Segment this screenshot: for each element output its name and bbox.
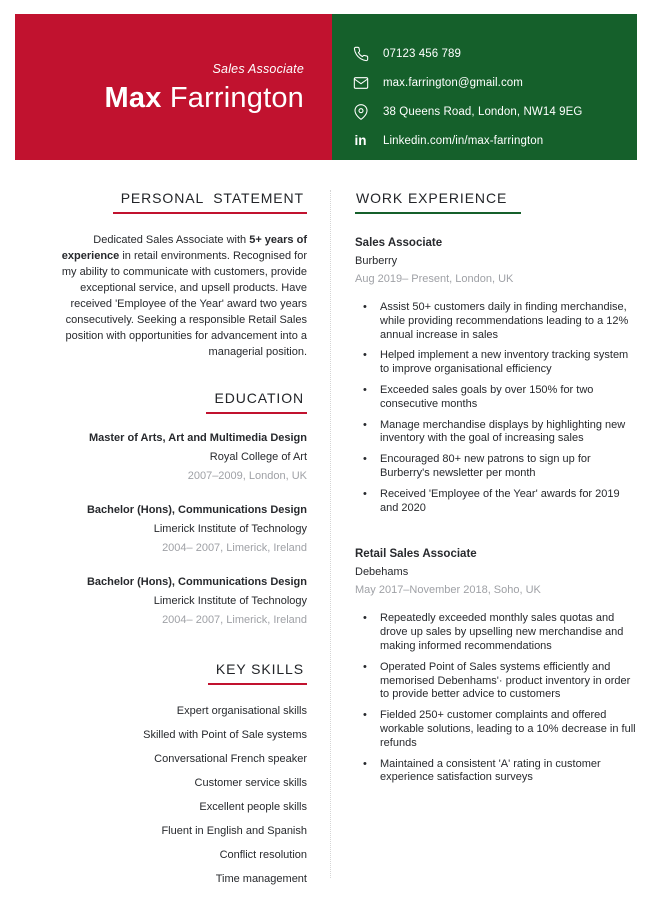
education-dates: 2004– 2007, Limerick, Ireland [162,541,307,554]
job-company: Burberry [355,255,398,267]
education-list [15,429,307,630]
contact-row-address [352,97,627,126]
job-entry [355,235,637,515]
job-bullets [355,301,637,515]
contact-email: max.farrington@gmail.com [383,76,523,89]
skill-item: Conversational French speaker [154,752,307,765]
education-dates: 2004– 2007, Limerick, Ireland [162,613,307,626]
personal-statement-heading: PERSONAL STATEMENT [113,190,307,214]
job-bullet: • Exceeded sales goals by over 150% for two consecutive months [355,384,637,412]
contact-row-email [352,68,627,97]
key-skills-section [15,661,307,891]
job-bullet: • Repeatedly exceeded monthly sales quotas and drove up sales by upselling new merchandise and making informed recommendations [355,612,637,653]
right-column [355,190,637,785]
job-bullets [355,612,637,785]
skill-item: Customer service skills [194,776,307,789]
contact-linkedin: Linkedin.com/in/max-farrington [383,134,544,147]
job-bullet: • Encouraged 80+ new patrons to sign up for Burberry's newsletter per month [355,453,637,481]
education-school: Limerick Institute of Technology [153,522,307,535]
location-icon [352,103,369,120]
job-bullet: • Fielded 250+ customer complaints and offered workable solutions, leading to a 10% decrease in full refunds [355,709,637,750]
key-skills-heading: KEY SKILLS [208,661,307,685]
job-company: Debehams [355,566,409,579]
statement-text-after: in retail environments. Recognised for my ability to communicate with customers, provide exceptional service, and upsell products. Have received 'Employee of the Year' award two years consecutively. Seeking a responsible Retail Sales position with opportunities for advancement into a managerial position. [61,249,307,358]
skill-item: Time management [215,872,307,885]
job-dates: Aug 2019– Present, London, UK [355,273,514,285]
personal-statement-section [15,190,307,361]
header-name-banner [15,14,332,160]
education-degree: Bachelor (Hons), Communications Design [86,575,307,588]
contact-phone: 07123 456 789 [383,47,462,60]
education-dates: 2007–2009, London, UK [187,469,307,482]
phone-icon [352,45,369,62]
job-bullet: • Received 'Employee of the Year' awards for 2019 and 2020 [355,488,637,516]
education-school: Royal College of Art [209,450,307,463]
job-dates: May 2017–November 2018, Soho, UK [355,584,541,597]
work-experience-heading: WORK EXPERIENCE [355,190,521,214]
contact-row-linkedin [352,126,627,155]
contact-row-phone [352,39,627,68]
skill-item: Conflict resolution [219,848,307,861]
contact-address: 38 Queens Road, London, NW14 9EG [383,105,583,118]
personal-statement-text [45,233,307,361]
education-section [15,390,307,630]
key-skills-list [15,699,307,891]
job-title: Sales Associate [355,237,443,249]
column-divider [330,190,331,878]
header-first-name: Max [104,82,162,114]
education-heading: EDUCATION [206,390,307,414]
education-school: Limerick Institute of Technology [153,594,307,607]
education-degree: Bachelor (Hons), Communications Design [86,503,307,516]
header-job-title: Sales Associate [212,62,304,76]
job-title: Retail Sales Associate [355,548,477,561]
header-name [15,83,304,113]
skill-item: Expert organisational skills [176,704,307,717]
job-bullet: • Maintained a consistent 'A' rating in customer experience satisfaction surveys [355,758,637,786]
job-bullet: • Helped implement a new inventory tracking system to improve organisational efficiency [355,349,637,377]
job-bullet: • Operated Point of Sales systems efficiently and memorised Debenhams'· product inventory in order to provide better advice to customers [355,661,637,702]
education-degree: Master of Arts, Art and Multimedia Design [89,431,307,444]
jobs-list [355,235,637,785]
education-entry [15,429,307,486]
job-bullet: • Assist 50+ customers daily in finding merchandise, while providing recommendations leading to a 12% annual increase in sales [355,301,637,342]
education-entry [15,501,307,558]
skill-item: Skilled with Point of Sale systems [143,728,307,741]
skill-item: Fluent in English and Spanish [161,824,307,837]
header-contact-banner [332,14,637,160]
email-icon [352,74,369,91]
left-column [15,190,307,891]
education-entry [15,573,307,630]
linkedin-icon: in [354,133,367,148]
job-entry [355,546,637,785]
skill-item: Excellent people skills [199,800,307,813]
statement-text-before: Dedicated Sales Associate with [93,234,250,246]
job-bullet: • Manage merchandise displays by highlighting new inventory with the goal of increasing sales [355,419,637,447]
header-last-name: Farrington [169,82,304,114]
statement-text-bold: 5+ years of experience [61,234,307,262]
